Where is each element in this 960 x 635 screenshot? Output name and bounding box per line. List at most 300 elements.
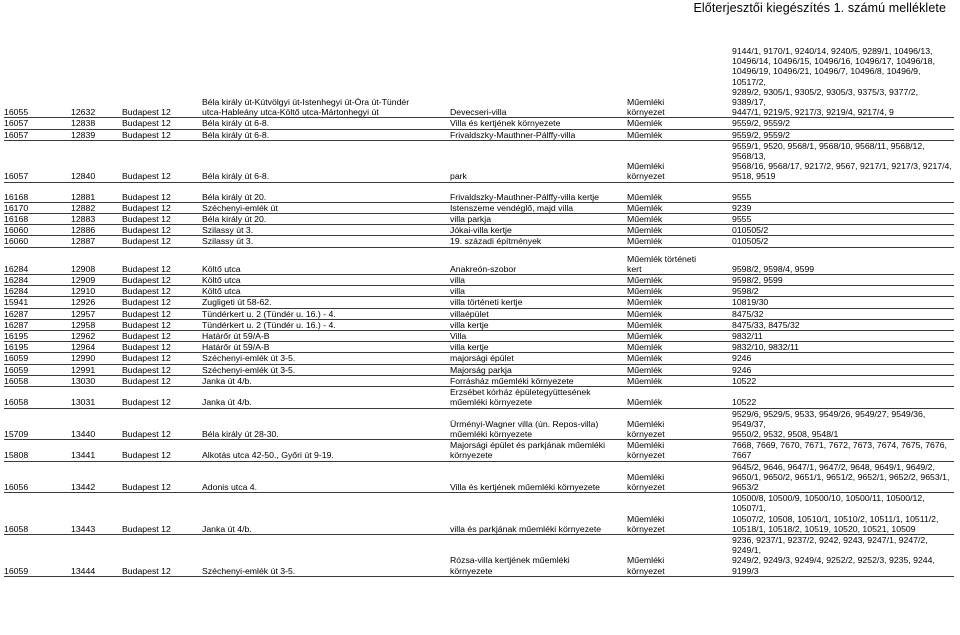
address-line: Béla király út 6-8. [202, 129, 270, 140]
lot-numbers-line: 9199/3 [732, 565, 759, 576]
object-name-line: Villa és kertjének környezete [450, 118, 561, 129]
site-id-cell: 16284 [4, 286, 71, 297]
protection-type-cell [627, 202, 732, 213]
object-name-line: Ürményi-Wagner villa (ún. Repos-villa) [450, 418, 599, 429]
record-id-cell: 12957 [71, 308, 122, 319]
object-name-line: Istenszeme vendéglő, majd villa [450, 202, 574, 213]
protection-type-cell [627, 254, 732, 275]
address-line: Alkotás utca 42-50., Győri út 9-19. [202, 450, 334, 461]
address-line: Béla király út 6-8. [202, 171, 270, 182]
address-cell [202, 286, 450, 297]
table-row [4, 331, 954, 342]
record-id-cell: 12910 [71, 286, 122, 297]
address-line: Zugligeti út 58-62. [202, 297, 272, 308]
lot-numbers-line: 9645/2, 9646, 9647/1, 9647/2, 9648, 9649/1, 9649/2, [732, 461, 935, 472]
record-id-cell: 13443 [71, 493, 122, 535]
lot-numbers-cell [732, 331, 954, 342]
table-row [4, 461, 954, 493]
protection-type-cell [627, 534, 732, 576]
address-line: Határőr út 59/A-B [202, 331, 270, 342]
record-id-cell: 12909 [71, 275, 122, 286]
protection-type-cell [627, 461, 732, 493]
object-name-cell [450, 118, 627, 129]
protection-type-line: környezet [627, 565, 665, 576]
lot-numbers-line: 7668, 7669, 7670, 7671, 7672, 7673, 7674, 7675, 7676, [732, 440, 947, 451]
lot-numbers-line: 9559/2, 9559/2 [732, 129, 790, 140]
table-row [4, 319, 954, 330]
protection-type-line: Műemlék [627, 308, 663, 319]
table-row [4, 46, 954, 118]
protection-type-line: Műemlék [627, 225, 663, 236]
object-name-cell [450, 286, 627, 297]
object-name-cell [450, 493, 627, 535]
heritage-register-table [4, 46, 954, 577]
address-cell [202, 214, 450, 225]
address-line: Adonis utca 4. [202, 481, 258, 492]
record-id-cell: 13442 [71, 461, 122, 493]
table-row [4, 118, 954, 129]
object-name-line: Rózsa-villa kertjének műemléki [450, 555, 570, 566]
address-line: Költő utca [202, 286, 241, 297]
table-row [4, 286, 954, 297]
protection-type-line: Műemlék [627, 353, 663, 364]
lot-numbers-line: 9832/10, 9832/11 [732, 342, 799, 353]
object-name-cell [450, 440, 627, 461]
district-cell: Budapest 12 [122, 353, 202, 364]
protection-type-line: Műemlék [627, 129, 663, 140]
site-id-cell: 16059 [4, 534, 71, 576]
district-cell: Budapest 12 [122, 308, 202, 319]
protection-type-cell [627, 364, 732, 375]
protection-type-cell [627, 192, 732, 203]
address-line: Széchenyi-emlék út 3-5. [202, 364, 296, 375]
protection-type-line: Műemlék [627, 202, 663, 213]
object-name-cell [450, 387, 627, 408]
record-id-cell: 13441 [71, 440, 122, 461]
address-cell [202, 46, 450, 118]
lot-numbers-line: 9144/1, 9170/1, 9240/14, 9240/5, 9289/1, 10496/13, [732, 46, 933, 56]
address-line: Határőr út 59/A-B [202, 342, 270, 353]
record-id-cell: 12840 [71, 140, 122, 182]
protection-type-line: Műemlék [627, 342, 663, 353]
protection-type-line: Műemlék [627, 275, 663, 286]
lot-numbers-cell [732, 214, 954, 225]
lot-numbers-cell [732, 118, 954, 129]
object-name-cell [450, 236, 627, 247]
lot-numbers-line: 9598/2, 9599 [732, 275, 783, 286]
object-name-cell [450, 129, 627, 140]
object-name-cell [450, 297, 627, 308]
lot-numbers-line: 10522 [732, 397, 757, 408]
district-cell: Budapest 12 [122, 236, 202, 247]
district-cell: Budapest 12 [122, 387, 202, 408]
record-id-cell: 13030 [71, 375, 122, 386]
object-name-cell [450, 319, 627, 330]
district-cell: Budapest 12 [122, 534, 202, 576]
object-name-line: villa kertje [450, 342, 489, 353]
site-id-cell: 16059 [4, 364, 71, 375]
lot-numbers-line: 9555 [732, 214, 752, 225]
object-name-line: villa és parkjának műemléki környezete [450, 523, 602, 534]
lot-numbers-line: 9246 [732, 364, 752, 375]
table-row [4, 375, 954, 386]
address-line: Béla király út 20. [202, 191, 267, 202]
protection-type-line: környezet [627, 428, 665, 439]
address-line: Janka út 4/b. [202, 375, 252, 386]
address-cell [202, 331, 450, 342]
document-header: Előterjesztői kiegészítés 1. számú melléklete [693, 1, 946, 15]
table-row [4, 408, 954, 440]
lot-numbers-line: 10496/19, 10496/21, 10496/7, 10496/8, 10496/9, 10517/2, [732, 66, 921, 87]
lot-numbers-cell [732, 319, 954, 330]
district-cell: Budapest 12 [122, 297, 202, 308]
district-cell: Budapest 12 [122, 319, 202, 330]
lot-numbers-line: 10500/8, 10500/9, 10500/10, 10500/11, 10500/12, 10507/1, [732, 493, 925, 514]
site-id-cell: 16170 [4, 202, 71, 213]
site-id-cell: 16287 [4, 308, 71, 319]
object-name-line: Forrásház műemléki környezete [450, 375, 574, 386]
lot-numbers-line: 10522 [732, 375, 757, 386]
protection-type-line: Műemlék [627, 397, 663, 408]
district-cell: Budapest 12 [122, 375, 202, 386]
object-name-line: Majorsági épület és parkjának műemléki [450, 440, 606, 451]
site-id-cell: 16168 [4, 192, 71, 203]
lot-numbers-cell [732, 534, 954, 576]
object-name-line: Frivaldszky-Mauthner-Pálffy-villa [450, 129, 576, 140]
protection-type-cell [627, 214, 732, 225]
lot-numbers-line: 9550/2, 9532, 9508, 9548/1 [732, 428, 839, 439]
record-id-cell: 13440 [71, 408, 122, 440]
district-cell: Budapest 12 [122, 225, 202, 236]
protection-type-cell [627, 308, 732, 319]
protection-type-cell [627, 408, 732, 440]
address-cell [202, 342, 450, 353]
record-id-cell: 12926 [71, 297, 122, 308]
object-name-line: Villa [450, 331, 467, 342]
record-id-cell: 12881 [71, 192, 122, 203]
protection-type-line: Műemléki [627, 161, 665, 172]
address-cell [202, 192, 450, 203]
protection-type-line: Műemléki [627, 555, 665, 566]
address-line: Költő utca [202, 263, 241, 274]
table-row [4, 534, 954, 576]
object-name-cell [450, 214, 627, 225]
site-id-cell: 16055 [4, 46, 71, 118]
protection-type-cell [627, 493, 732, 535]
object-name-cell [450, 225, 627, 236]
lot-numbers-cell [732, 353, 954, 364]
lot-numbers-cell [732, 140, 954, 182]
record-id-cell: 13031 [71, 387, 122, 408]
protection-type-cell [627, 46, 732, 118]
object-name-cell [450, 353, 627, 364]
protection-type-cell [627, 319, 732, 330]
protection-type-line: Műemlék [627, 364, 663, 375]
district-cell: Budapest 12 [122, 461, 202, 493]
protection-type-cell [627, 387, 732, 408]
district-cell: Budapest 12 [122, 408, 202, 440]
lot-numbers-cell [732, 192, 954, 203]
protection-type-line: Műemlék [627, 118, 663, 129]
object-name-line: villa történeti kertje [450, 297, 523, 308]
lot-numbers-line: 9289/2, 9305/1, 9305/2, 9305/3, 9375/3, 9377/2, 9389/17, [732, 86, 918, 108]
district-cell: Budapest 12 [122, 140, 202, 182]
site-id-cell: 15808 [4, 440, 71, 461]
table-row [4, 308, 954, 319]
protection-type-cell [627, 375, 732, 386]
table-row [4, 236, 954, 247]
address-cell [202, 493, 450, 535]
object-name-cell [450, 461, 627, 493]
lot-numbers-line: 10507/2, 10508, 10510/1, 10510/2, 10511/1, 10511/2, [732, 513, 939, 524]
table-row [4, 202, 954, 213]
object-name-line: Majorság parkja [450, 364, 512, 375]
record-id-cell: 13444 [71, 534, 122, 576]
object-name-line: környezete [450, 565, 493, 576]
protection-type-line: Műemlék [627, 331, 663, 342]
table-row [4, 493, 954, 535]
address-cell [202, 297, 450, 308]
lot-numbers-cell [732, 202, 954, 213]
protection-type-cell [627, 342, 732, 353]
lot-numbers-line: 9559/1, 9520, 9568/1, 9568/10, 9568/11, 9568/12, 9568/13, [732, 140, 925, 162]
address-cell [202, 140, 450, 182]
lot-numbers-line: 9236, 9237/1, 9237/2, 9242, 9243, 9247/1, 9247/2, 9249/1, [732, 534, 928, 556]
address-line: Béla király út 28-30. [202, 428, 279, 439]
district-cell: Budapest 12 [122, 364, 202, 375]
object-name-cell [450, 192, 627, 203]
object-name-cell [450, 275, 627, 286]
lot-numbers-line: 9246 [732, 353, 752, 364]
lot-numbers-cell [732, 364, 954, 375]
site-id-cell: 16168 [4, 214, 71, 225]
lot-numbers-cell [732, 375, 954, 386]
site-id-cell: 16060 [4, 236, 71, 247]
district-cell: Budapest 12 [122, 129, 202, 140]
record-id-cell: 12990 [71, 353, 122, 364]
object-name-cell [450, 534, 627, 576]
lot-numbers-cell [732, 493, 954, 535]
lot-numbers-cell [732, 461, 954, 493]
address-cell [202, 118, 450, 129]
lot-numbers-cell [732, 236, 954, 247]
lot-numbers-line: 8475/32 [732, 308, 764, 319]
address-cell [202, 275, 450, 286]
protection-type-line: Műemléki [627, 418, 665, 429]
lot-numbers-line: 9653/2 [732, 481, 759, 492]
lot-numbers-line: 9518, 9519 [732, 171, 776, 182]
object-name-line: 19. századi építmények [450, 236, 542, 247]
lot-numbers-cell [732, 286, 954, 297]
district-cell: Budapest 12 [122, 46, 202, 118]
table-row [4, 254, 954, 275]
district-cell: Budapest 12 [122, 214, 202, 225]
site-id-cell: 16195 [4, 331, 71, 342]
lot-numbers-cell [732, 297, 954, 308]
address-line: utca-Hableány utca-Költő utca-Mártonhegyi út [202, 107, 379, 118]
address-line: Széchenyi-emlék út 3-5. [202, 565, 296, 576]
address-line: Költő utca [202, 275, 241, 286]
object-name-line: majorsági épület [450, 353, 514, 364]
address-line: Szilassy út 3. [202, 225, 254, 236]
object-name-line: Anakreón-szobor [450, 263, 517, 274]
site-id-cell: 16195 [4, 342, 71, 353]
site-id-cell: 16057 [4, 129, 71, 140]
protection-type-line: Műemlék [627, 375, 663, 386]
object-name-cell [450, 364, 627, 375]
district-cell: Budapest 12 [122, 331, 202, 342]
record-id-cell: 12882 [71, 202, 122, 213]
address-cell [202, 364, 450, 375]
address-line: Béla király út 6-8. [202, 118, 270, 129]
lot-numbers-line: 9598/2 [732, 286, 759, 297]
address-cell [202, 375, 450, 386]
lot-numbers-cell [732, 440, 954, 461]
lot-numbers-cell [732, 342, 954, 353]
site-id-cell: 16058 [4, 375, 71, 386]
lot-numbers-line: 10496/14, 10496/15, 10496/16, 10496/17, 10496/18, [732, 56, 935, 67]
record-id-cell: 12838 [71, 118, 122, 129]
protection-type-line: Műemléki [627, 471, 665, 482]
object-name-cell [450, 202, 627, 213]
address-cell [202, 236, 450, 247]
lot-numbers-line: 9529/6, 9529/5, 9533, 9549/26, 9549/27, 9549/36, 9549/37, [732, 408, 926, 429]
object-name-cell [450, 46, 627, 118]
object-name-cell [450, 375, 627, 386]
site-id-cell: 16058 [4, 387, 71, 408]
lot-numbers-cell [732, 275, 954, 286]
address-line: Béla király út 20. [202, 214, 267, 225]
record-id-cell: 12958 [71, 319, 122, 330]
address-cell [202, 308, 450, 319]
table-row [4, 214, 954, 225]
object-name-line: villa parkja [450, 214, 492, 225]
district-cell: Budapest 12 [122, 202, 202, 213]
site-id-cell: 16057 [4, 118, 71, 129]
lot-numbers-line: 10819/30 [732, 297, 769, 308]
address-line: Széchenyi-emlék út 3-5. [202, 353, 296, 364]
object-name-line: park [450, 171, 467, 182]
lot-numbers-cell [732, 308, 954, 319]
record-id-cell: 12991 [71, 364, 122, 375]
object-name-line: villa [450, 286, 465, 297]
object-name-line: Frivaldszky-Mauthner-Pálffy-villa kertje [450, 191, 600, 202]
lot-numbers-line: 9447/1, 9219/5, 9217/3, 9219/4, 9217/4, 9 [732, 107, 894, 118]
table-row [4, 342, 954, 353]
protection-type-line: Műemlék történeti [627, 253, 697, 264]
protection-type-line: Műemlék [627, 236, 663, 247]
lot-numbers-line: 9555 [732, 191, 752, 202]
table-row [4, 225, 954, 236]
protection-type-line: Műemlék [627, 319, 663, 330]
lot-numbers-line: 8475/33, 8475/32 [732, 319, 800, 330]
address-line: Szilassy út 3. [202, 236, 254, 247]
address-line: Tündérkert u. 2 (Tündér u. 16.) - 4. [202, 319, 336, 330]
lot-numbers-cell [732, 387, 954, 408]
address-line: Janka út 4/b. [202, 523, 252, 534]
record-id-cell: 12632 [71, 46, 122, 118]
address-line: Széchenyi-emlék út [202, 202, 278, 213]
table-row [4, 353, 954, 364]
address-cell [202, 461, 450, 493]
protection-type-cell [627, 118, 732, 129]
object-name-line: villa kertje [450, 319, 489, 330]
record-id-cell: 12887 [71, 236, 122, 247]
object-name-cell [450, 308, 627, 319]
table-row [4, 297, 954, 308]
district-cell: Budapest 12 [122, 493, 202, 535]
object-name-cell [450, 254, 627, 275]
site-id-cell: 16284 [4, 254, 71, 275]
protection-type-cell [627, 275, 732, 286]
protection-type-cell [627, 331, 732, 342]
object-name-line: műemléki környezete [450, 397, 533, 408]
address-cell [202, 387, 450, 408]
lot-numbers-line: 9239 [732, 202, 752, 213]
object-name-line: Devecseri-villa [450, 107, 507, 118]
protection-type-line: kert [627, 263, 642, 274]
object-name-cell [450, 331, 627, 342]
address-line: Janka út 4/b. [202, 397, 252, 408]
table-row [4, 387, 954, 408]
site-id-cell: 16060 [4, 225, 71, 236]
record-id-cell: 12908 [71, 254, 122, 275]
address-line: Béla király út-Kútvölgyi út-Istenhegyi út-Óra út-Tündér [202, 97, 410, 108]
lot-numbers-line: 9568/16, 9568/17, 9217/2, 9567, 9217/1, 9217/3, 9217/4, [732, 161, 952, 172]
district-cell: Budapest 12 [122, 342, 202, 353]
address-line: Tündérkert u. 2 (Tündér u. 16.) - 4. [202, 308, 336, 319]
site-id-cell: 16057 [4, 140, 71, 182]
protection-type-cell [627, 129, 732, 140]
object-name-line: Jókai-villa kertje [450, 225, 512, 236]
site-id-cell: 16056 [4, 461, 71, 493]
protection-type-cell [627, 286, 732, 297]
protection-type-line: Műemléki [627, 440, 665, 451]
protection-type-cell [627, 140, 732, 182]
district-cell: Budapest 12 [122, 192, 202, 203]
protection-type-line: Műemléki [627, 97, 665, 108]
lot-numbers-line: 10518/1, 10518/2, 10519, 10520, 10521, 10509 [732, 523, 916, 534]
lot-numbers-line: 010505/2 [732, 236, 769, 247]
object-name-line: villa [450, 275, 465, 286]
address-cell [202, 225, 450, 236]
protection-type-line: Műemlék [627, 297, 663, 308]
address-cell [202, 202, 450, 213]
protection-type-cell [627, 225, 732, 236]
address-cell [202, 440, 450, 461]
object-name-cell [450, 140, 627, 182]
record-id-cell: 12964 [71, 342, 122, 353]
lot-numbers-cell [732, 254, 954, 275]
protection-type-cell [627, 236, 732, 247]
lot-numbers-line: 9598/2, 9598/4, 9599 [732, 263, 815, 274]
object-name-line: Erzsébet kórház épületegyüttesének [450, 387, 591, 398]
protection-type-cell [627, 440, 732, 461]
lot-numbers-line: 9650/1, 9650/2, 9651/1, 9651/2, 9652/1, 9652/2, 9653/1, [732, 471, 950, 482]
protection-type-line: környezet [627, 107, 665, 118]
site-id-cell: 16059 [4, 353, 71, 364]
address-cell [202, 319, 450, 330]
table-row [4, 275, 954, 286]
protection-type-line: környezet [627, 171, 665, 182]
site-id-cell: 15709 [4, 408, 71, 440]
table-row [4, 364, 954, 375]
table-row [4, 192, 954, 203]
lot-numbers-cell [732, 129, 954, 140]
record-id-cell: 12839 [71, 129, 122, 140]
lot-numbers-line: 7667 [732, 450, 752, 461]
site-id-cell: 16058 [4, 493, 71, 535]
